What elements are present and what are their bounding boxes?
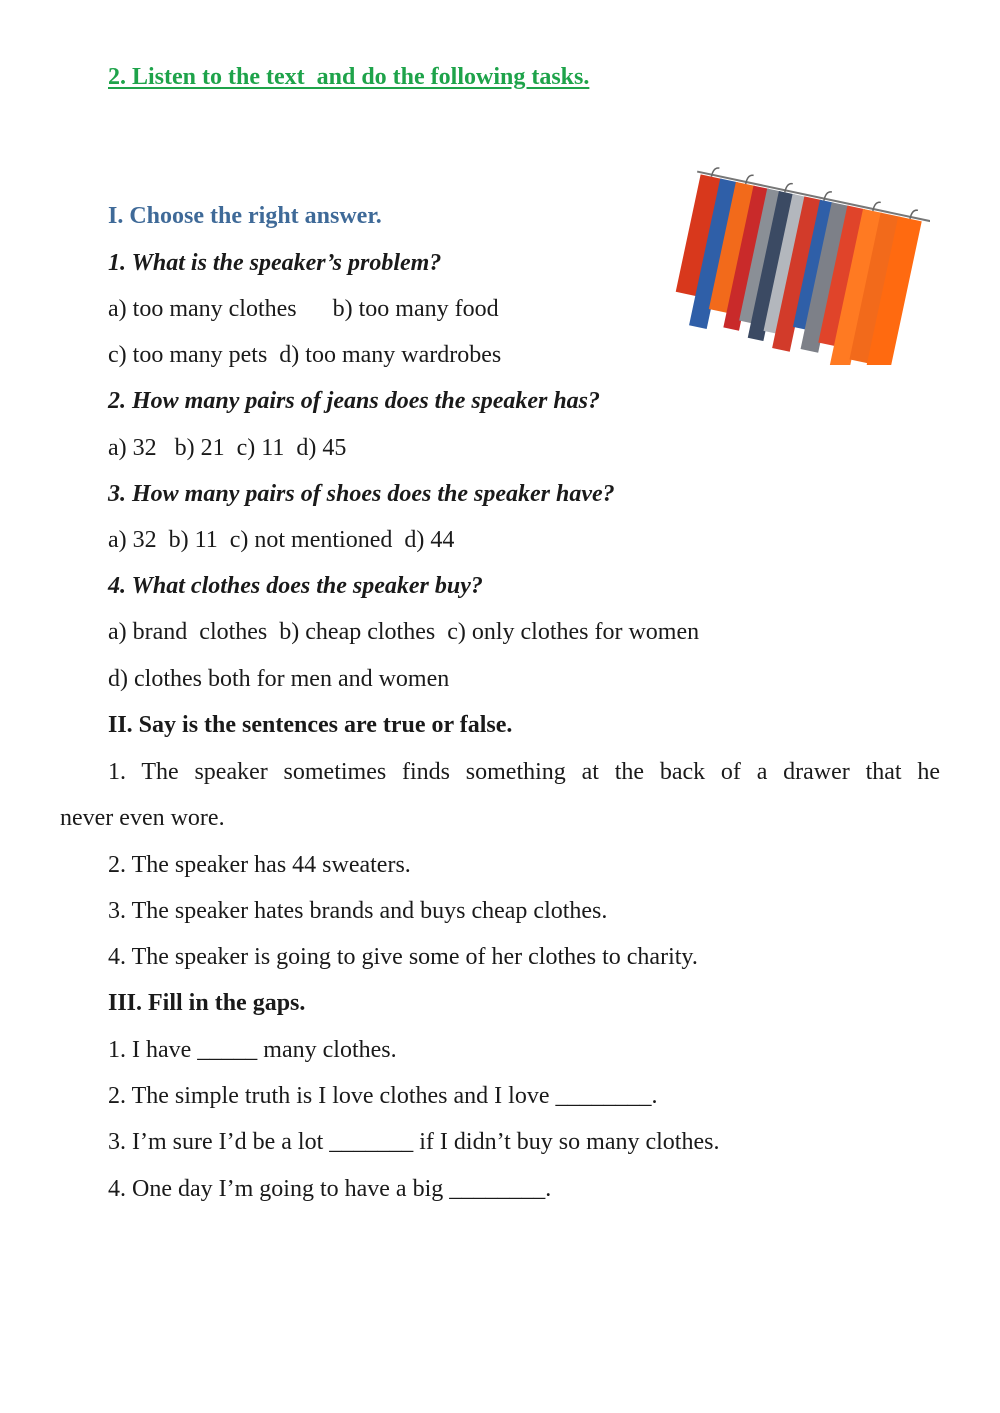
question-4-options: d) clothes both for men and women — [108, 666, 450, 692]
gap-sentence-3: 3. I’m sure I’d be a lot _______ if I didn’t buy so many clothes. — [108, 1129, 720, 1155]
gap-sentence-2: 2. The simple truth is I love clothes and I love ________. — [108, 1083, 658, 1109]
question-2-options: a) 32 b) 21 c) 11 d) 45 — [108, 435, 347, 461]
question-4: 4. What clothes does the speaker buy? — [108, 573, 483, 599]
page-title: 2. Listen to the text and do the following tasks. — [108, 64, 590, 90]
true-false-sentence-3: 3. The speaker hates brands and buys cheap clothes. — [108, 898, 608, 924]
question-4-options: a) brand clothes b) cheap clothes c) only clothes for women — [108, 619, 700, 645]
true-false-sentence-2: 2. The speaker has 44 sweaters. — [108, 852, 411, 878]
clothes-rack-icon — [670, 165, 930, 365]
question-1-options: a) too many clothes b) too many food — [108, 296, 499, 322]
gap-sentence-4: 4. One day I’m going to have a big ________. — [108, 1176, 552, 1202]
true-false-sentence-1-continued: never even wore. — [60, 805, 225, 831]
question-3: 3. How many pairs of shoes does the speaker have? — [108, 481, 615, 507]
section-heading-fill-gaps: III. Fill in the gaps. — [108, 990, 306, 1016]
question-2: 2. How many pairs of jeans does the speaker has? — [108, 388, 601, 414]
true-false-sentence-4: 4. The speaker is going to give some of her clothes to charity. — [108, 944, 698, 970]
section-heading-true-false: II. Say is the sentences are true or false. — [108, 712, 513, 738]
question-1-options: c) too many pets d) too many wardrobes — [108, 342, 502, 368]
question-3-options: a) 32 b) 11 c) not mentioned d) 44 — [108, 527, 455, 553]
gap-sentence-1: 1. I have _____ many clothes. — [108, 1037, 397, 1063]
section-heading-choose: I. Choose the right answer. — [108, 203, 382, 229]
question-1: 1. What is the speaker’s problem? — [108, 250, 442, 276]
true-false-sentence-1: 1. The speaker sometimes finds something at the back of a drawer that he — [108, 759, 940, 785]
